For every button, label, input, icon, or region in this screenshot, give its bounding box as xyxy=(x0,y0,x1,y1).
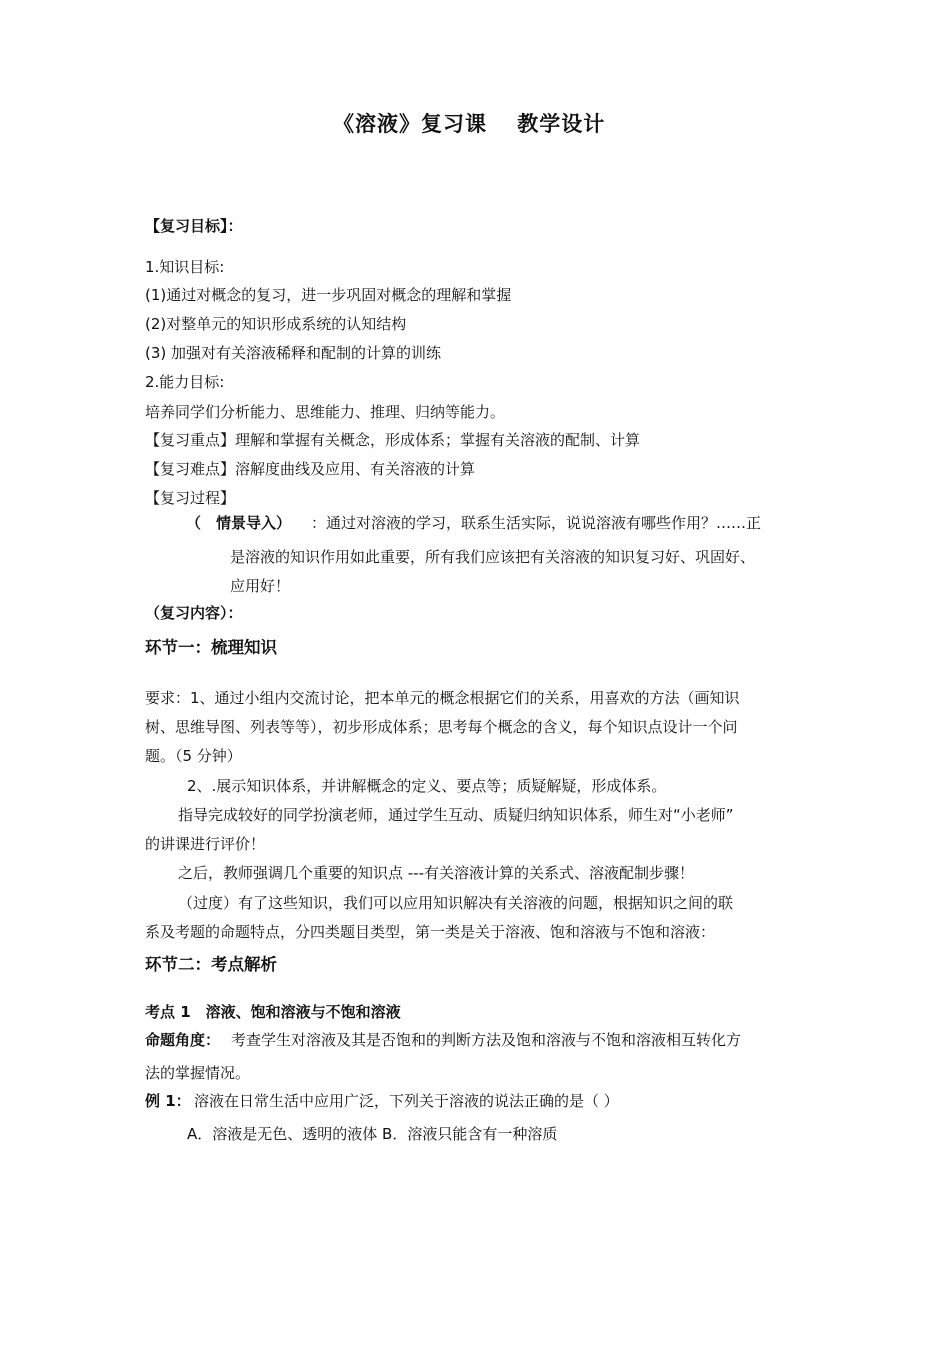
intro-line-2: 是溶液的知识作用如此重要，所有我们应该把有关溶液的知识复习好、巩固好、 xyxy=(230,548,756,566)
section-1-transition-1: （过度）有了这些知识，我们可以应用知识解决有关溶液的问题，根据知识之间的联 xyxy=(178,894,734,912)
section-1-heading: 环节一：梳理知识 xyxy=(145,638,277,657)
ability-objective-text: 培养同学们分析能力、思维能力、推理、归纳等能力。 xyxy=(145,403,506,421)
section-1-requirement-1: 要求：1、通过小组内交流讨论，把本单元的概念根据它们的关系，用喜欢的方法（画知识 xyxy=(145,689,740,707)
process-heading: 【复习过程】 xyxy=(145,489,236,507)
content-heading: （复习内容）： xyxy=(145,604,243,622)
example-label: 例 1： xyxy=(145,1092,191,1110)
angle-text-2: 法的掌握情况。 xyxy=(145,1064,251,1082)
example-text: 溶液在日常生活中应用广泛，下列关于溶液的说法正确的是（ ） xyxy=(194,1092,619,1110)
section-1-step-2: 2、.展示知识体系，并讲解概念的定义、要点等；质疑解疑，形成体系。 xyxy=(187,777,667,795)
section-1-guide-2: 的讲课进行评价！ xyxy=(145,835,266,853)
knowledge-objective-2: (2)对整单元的知识形成系统的认知结构 xyxy=(145,315,407,333)
knowledge-objective-label: 1.知识目标: xyxy=(145,258,225,276)
intro-label: （ 情景导入） xyxy=(186,514,292,532)
section-1-requirement-3: 题。（5 分钟） xyxy=(145,747,242,765)
angle-label: 命题角度： xyxy=(145,1031,221,1049)
section-1-requirement-2: 树、思维导图、列表等等），初步形成体系；思考每个概念的含义，每个知识点设计一个问 xyxy=(145,718,738,736)
ability-objective-label: 2.能力目标: xyxy=(145,373,225,391)
key-point: 【复习重点】理解和掌握有关概念，形成体系；掌握有关溶液的配制、计算 xyxy=(145,431,641,449)
knowledge-objective-1: (1)通过对概念的复习，进一步巩固对概念的理解和掌握 xyxy=(145,286,512,304)
angle-text: 考查学生对溶液及其是否饱和的判断方法及饱和溶液与不饱和溶液相互转化方 xyxy=(231,1031,742,1049)
intro-line-3: 应用好！ xyxy=(230,577,291,595)
section-1-after: 之后，教师强调几个重要的知识点 ---有关溶液计算的关系式、溶液配制步骤！ xyxy=(178,864,695,882)
exam-point-title: 考点 1 溶液、饱和溶液与不饱和溶液 xyxy=(145,1003,401,1021)
section-1-guide-1: 指导完成较好的同学扮演老师，通过学生互动、质疑归纳知识体系，师生对“小老师” xyxy=(178,806,734,824)
difficulty: 【复习难点】溶解度曲线及应用、有关溶液的计算 xyxy=(145,460,476,478)
intro-line-1: ：通过对溶液的学习，联系生活实际，说说溶液有哪些作用？……正 xyxy=(311,514,762,532)
objectives-heading: 【复习目标】： xyxy=(145,217,243,235)
section-2-heading: 环节二：考点解析 xyxy=(145,955,277,974)
section-1-transition-2: 系及考题的命题特点，分四类题目类型，第一类是关于溶液、饱和溶液与不饱和溶液： xyxy=(145,923,716,941)
example-options: A．溶液是无色、透明的液体 B．溶液只能含有一种溶质 xyxy=(187,1125,558,1143)
knowledge-objective-3: (3) 加强对有关溶液稀释和配制的计算的训练 xyxy=(145,344,442,362)
page-title: 《溶液》复习课 教学设计 xyxy=(333,112,606,136)
